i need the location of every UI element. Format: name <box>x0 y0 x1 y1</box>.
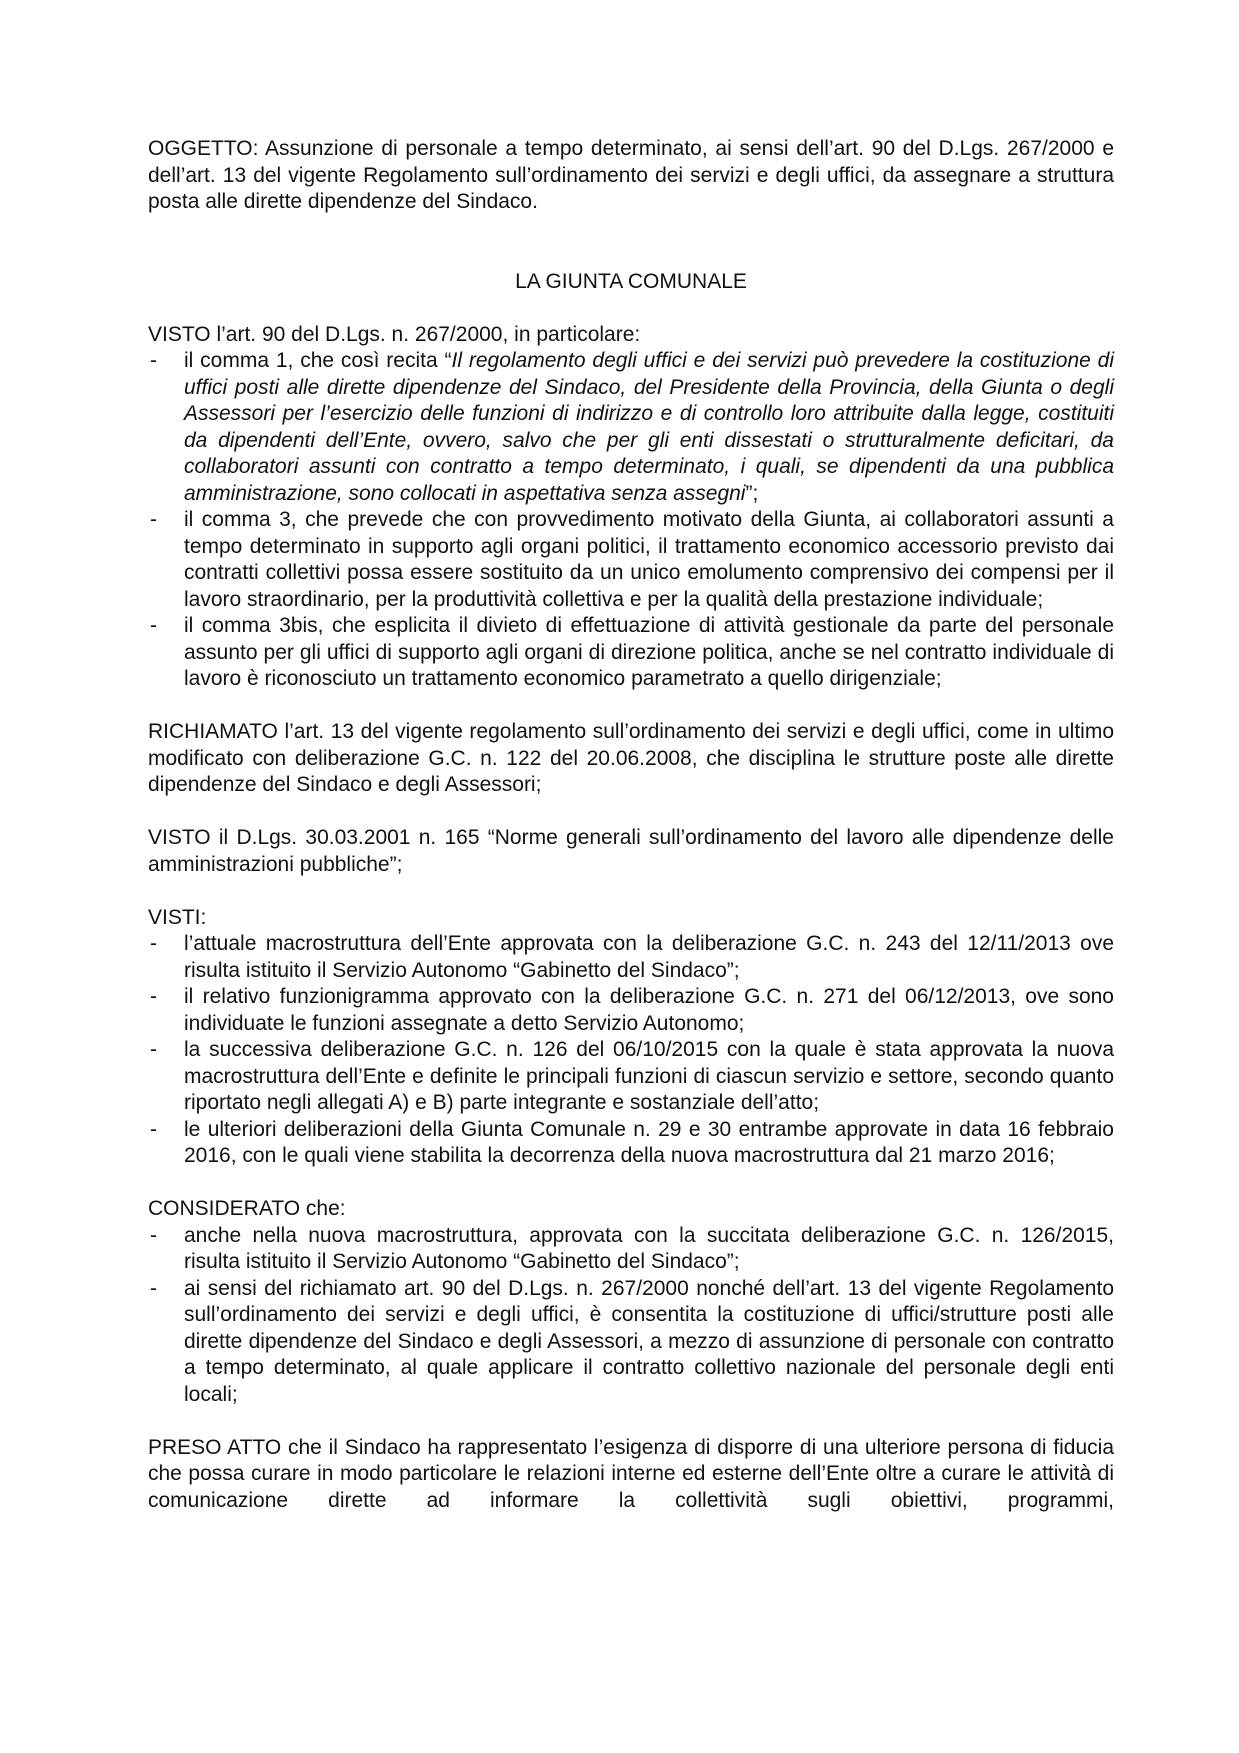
spacer <box>148 1408 1114 1435</box>
considerato-intro: CONSIDERATO che: <box>148 1197 346 1220</box>
section-title: LA GIUNTA COMUNALE <box>515 269 747 293</box>
oggetto-paragraph: OGGETTO: Assunzione di personale a tempo determinato, ai sensi dell’art. 90 del D.Lgs. 267/2000 e dell’art. 13 del vigente Regolamento sull’ordinamento dei servizi e degli uffici, da assegnare a struttura posta alle dirette dipendenze del Sindaco. <box>148 137 1114 213</box>
spacer <box>148 878 1114 905</box>
visto-art90-list <box>148 348 1114 693</box>
document-page <box>148 136 1114 1514</box>
list-item: - anche nella nuova macrostruttura, approvata con la succitata deliberazione G.C. n. 126/2015, risulta istituito il Servizio Autonomo “Gabinetto del Sindaco”; <box>148 1223 1114 1276</box>
list-item: - il relativo funzionigramma approvato con la deliberazione G.C. n. 271 del 06/12/2013, ove sono individuate le funzioni assegnate a detto Servizio Autonomo; <box>148 984 1114 1037</box>
list-item: - il comma 3bis, che esplicita il divieto di effettuazione di attività gestionale da parte del personale assunto per gli uffici di supporto agli organi di direzione politica, anche se nel contratto individuale di lavoro è riconosciuto un trattamento economico parametrato a quello dirigenziale; <box>148 613 1114 693</box>
visto-dlgs165-paragraph: VISTO il D.Lgs. 30.03.2001 n. 165 “Norme generali sull’ordinamento del lavoro alle dipendenze delle amministrazioni pubbliche”; <box>148 826 1114 876</box>
spacer <box>148 295 1114 322</box>
list-item <box>148 348 1114 507</box>
spacer <box>148 1170 1114 1197</box>
visto-art90-intro: VISTO l’art. 90 del D.Lgs. n. 267/2000, in particolare: <box>148 322 641 346</box>
comma1-tail: ”; <box>745 481 759 505</box>
spacer <box>148 693 1114 720</box>
spacer <box>148 216 1114 269</box>
list-item: - la successiva deliberazione G.C. n. 126 del 06/10/2015 con la quale è stata approvata la nuova macrostruttura dell’Ente e definite le principali funzioni di ciascun servizio e settore, secondo quanto riportato negli allegati A) e B) parte integrante e sostanziale dell’atto; <box>148 1037 1114 1117</box>
spacer <box>148 799 1114 826</box>
preso-atto-paragraph: PRESO ATTO che il Sindaco ha rappresentato l’esigenza di disporre di una ulteriore persona di fiducia che possa curare in modo particolare le relazioni interne ed esterne dell’Ente oltre a curare le attività di comunicazione dirette ad informare la collettività sugli obiettivi, programmi, <box>148 1435 1114 1512</box>
visti-intro: VISTI: <box>148 905 207 929</box>
richiamato-paragraph: RICHIAMATO l’art. 13 del vigente regolamento sull’ordinamento dei servizi e degli uffici, come in ultimo modificato con deliberazione G.C. n. 122 del 20.06.2008, che disciplina le strutture poste alle dirette dipendenze del Sindaco e degli Assessori; <box>148 720 1114 796</box>
comma1-lead: il comma 1, che così recita “ <box>184 349 452 372</box>
list-item: - il comma 3, che prevede che con provvedimento motivato della Giunta, ai collaboratori assunti a tempo determinato in supporto agli organi politici, il trattamento economico accessorio previsto dai contratti collettivi possa essere sostituito da un unico emolumento comprensivo dei compensi per il lavoro straordinario, per la produttività collettiva e per la qualità della prestazione individuale; <box>148 507 1114 613</box>
list-item: - l’attuale macrostruttura dell’Ente approvata con la deliberazione G.C. n. 243 del 12/11/2013 ove risulta istituito il Servizio Autonomo “Gabinetto del Sindaco”; <box>148 931 1114 984</box>
comma1-quote: Il regolamento degli uffici e dei servizi può prevedere la costituzione di uffici posti alle dirette dipendenze del Sindaco, del Presidente della Provincia, della Giunta o degli Assessori per l’esercizio delle funzioni di indirizzo e di controllo loro attribuite dalla legge, costituiti da dipendenti dell’Ente, ovvero, salvo che per gli enti dissestati o strutturalmente deficitari, da collaboratori assunti con contratto a tempo determinato, i quali, se dipendenti da una pubblica amministrazione, sono collocati in aspettativa senza assegni <box>184 349 1115 505</box>
considerato-list <box>148 1223 1114 1409</box>
list-item: - le ulteriori deliberazioni della Giunta Comunale n. 29 e 30 entrambe approvate in data 16 febbraio 2016, con le quali viene stabilita la decorrenza della nuova macrostruttura dal 21 marzo 2016; <box>148 1117 1114 1170</box>
visti-list <box>148 931 1114 1170</box>
list-item: - ai sensi del richiamato art. 90 del D.Lgs. n. 267/2000 nonché dell’art. 13 del vigente Regolamento sull’ordinamento dei servizi e degli uffici, è consentita la costituzione di uffici/strutture posti alle dirette dipendenze del Sindaco e degli Assessori, a mezzo di assunzione di personale con contratto a tempo determinato, al quale applicare il contratto collettivo nazionale del personale degli enti locali; <box>148 1276 1114 1409</box>
